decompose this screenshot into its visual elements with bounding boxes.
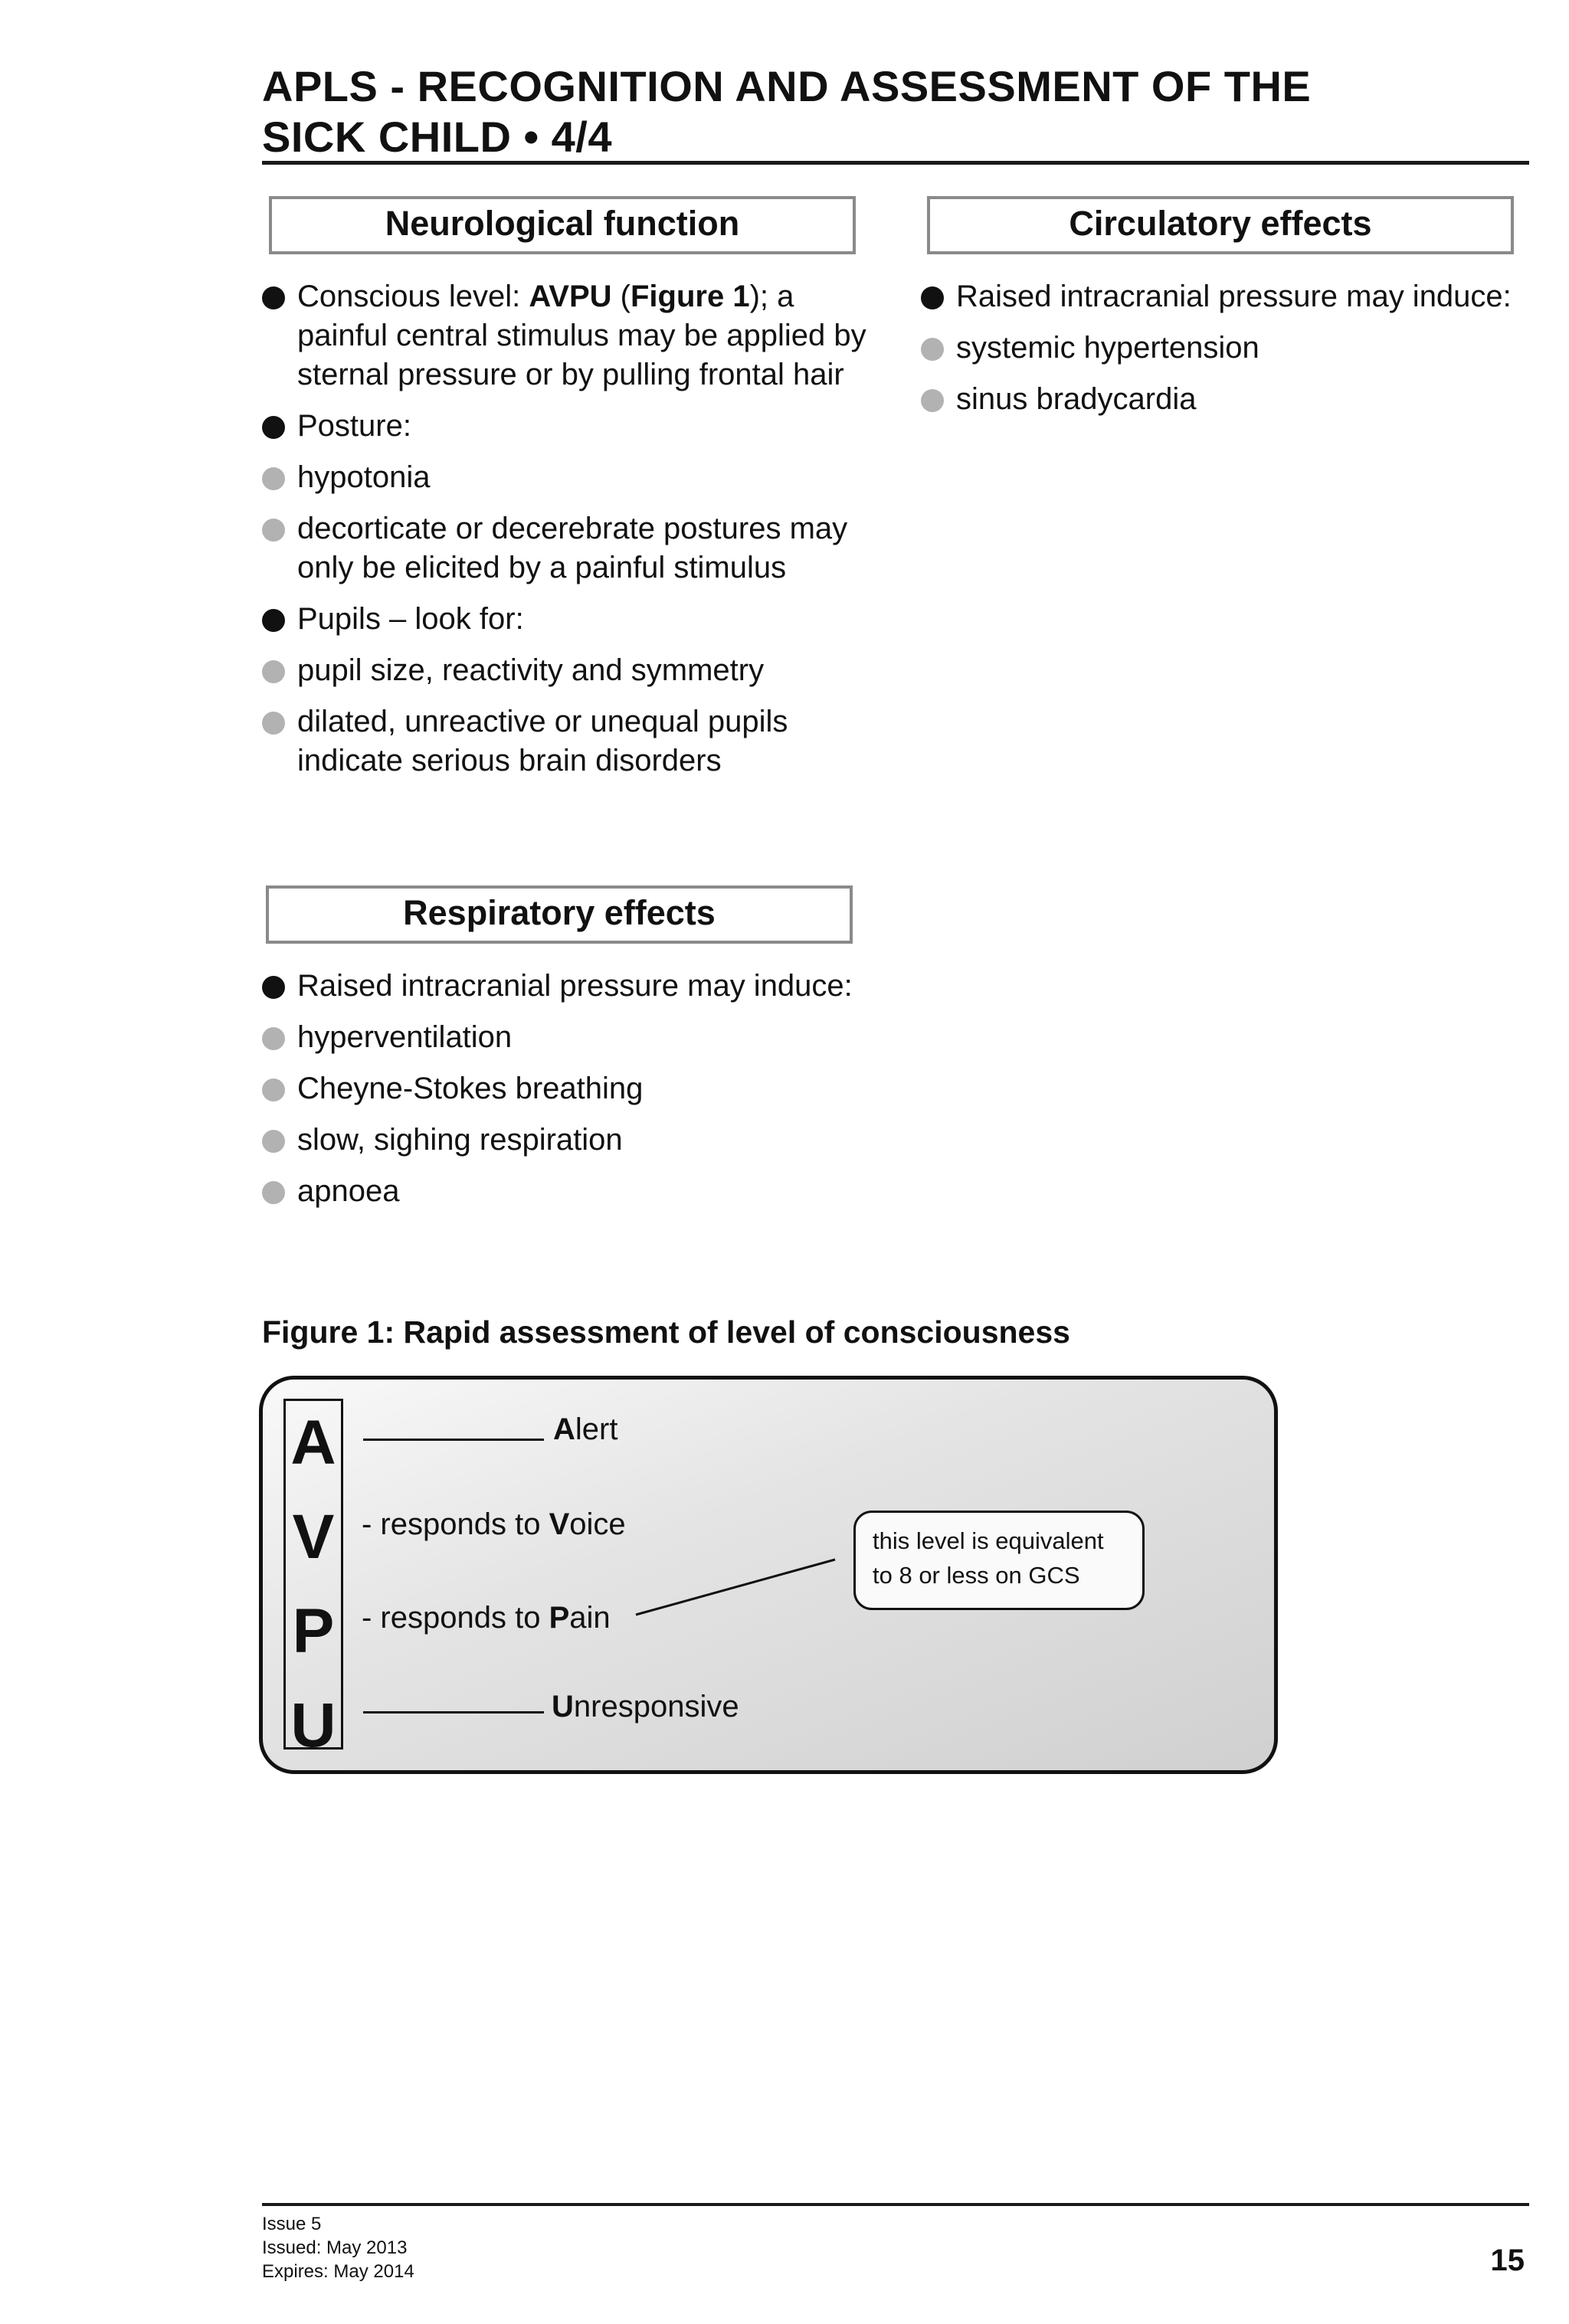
title-line-2: SICK CHILD • 4/4 (262, 113, 613, 161)
figure-caption: Figure 1: Rapid assessment of level of consciousness (262, 1314, 1070, 1350)
list-item: apnoea (262, 1172, 867, 1211)
footer-rule (262, 2203, 1529, 2206)
header-rule (262, 161, 1529, 165)
list-item: Conscious level: AVPU (Figure 1); a painful central stimulus may be applied by sternal pressure or by pulling frontal hair (262, 277, 867, 394)
respiratory-list (262, 967, 867, 1223)
respiratory-heading: Respiratory effects (266, 885, 853, 944)
list-item: pupil size, reactivity and symmetry (262, 651, 867, 690)
gcs-note: this level is equivalent to 8 or less on GCS (853, 1511, 1145, 1610)
circulatory-list (921, 277, 1526, 431)
list-item: dilated, unreactive or unequal pupils indicate serious brain disorders (262, 702, 867, 781)
avpu-letter-v: V (292, 1502, 335, 1572)
footer-issued: Issued: May 2013 (262, 2237, 408, 2258)
bullet-black-icon (262, 976, 285, 999)
avpu-unresponsive-label: Unresponsive (552, 1690, 739, 1723)
page-number: 15 (1490, 2244, 1525, 2277)
list-item: decorticate or decerebrate postures may only be elicited by a painful stimulus (262, 509, 867, 588)
title-line-1: APLS - RECOGNITION AND ASSESSMENT OF THE (262, 62, 1312, 110)
neurological-heading: Neurological function (269, 196, 856, 254)
avpu-pain-label: - responds to Pain (362, 1601, 611, 1635)
avpu-letter-column (283, 1399, 343, 1760)
alert-connector-line (363, 1439, 544, 1441)
list-item: sinus bradycardia (921, 380, 1526, 419)
page-title (262, 61, 1534, 162)
footer-info (262, 2212, 414, 2283)
footer-issue: Issue 5 (262, 2214, 322, 2234)
avpu-voice-label: - responds to Voice (362, 1507, 626, 1541)
pain-gcs-connector-line (628, 1547, 858, 1624)
list-item: Raised intracranial pressure may induce: (921, 277, 1526, 316)
list-item: Pupils – look for: (262, 600, 867, 639)
avpu-alert-label: Alert (553, 1412, 618, 1446)
bullet-grey-icon (262, 712, 285, 735)
bullet-black-icon (921, 286, 944, 309)
bullet-black-icon (262, 416, 285, 439)
bullet-grey-icon (921, 389, 944, 412)
list-item: Raised intracranial pressure may induce: (262, 967, 867, 1006)
list-item: slow, sighing respiration (262, 1121, 867, 1160)
unresponsive-connector-line (363, 1711, 544, 1714)
neurological-list (262, 277, 867, 793)
list-item: systemic hypertension (921, 329, 1526, 368)
bullet-grey-icon (262, 1130, 285, 1153)
bullet-grey-icon (262, 660, 285, 683)
footer-expires: Expires: May 2014 (262, 2261, 414, 2282)
avpu-letter-u: U (290, 1691, 336, 1760)
bullet-grey-icon (262, 1027, 285, 1050)
bullet-black-icon (262, 609, 285, 632)
bullet-black-icon (262, 286, 285, 309)
bullet-grey-icon (262, 519, 285, 542)
list-item: hypotonia (262, 458, 867, 497)
avpu-letter-p: P (292, 1596, 335, 1666)
list-item: Cheyne-Stokes breathing (262, 1069, 867, 1108)
bullet-grey-icon (262, 1079, 285, 1101)
circulatory-heading: Circulatory effects (927, 196, 1514, 254)
bullet-grey-icon (262, 467, 285, 490)
list-item: hyperventilation (262, 1018, 867, 1057)
bullet-grey-icon (262, 1181, 285, 1204)
list-item: Posture: (262, 407, 867, 446)
bullet-grey-icon (921, 338, 944, 361)
avpu-letter-a: A (290, 1408, 336, 1478)
